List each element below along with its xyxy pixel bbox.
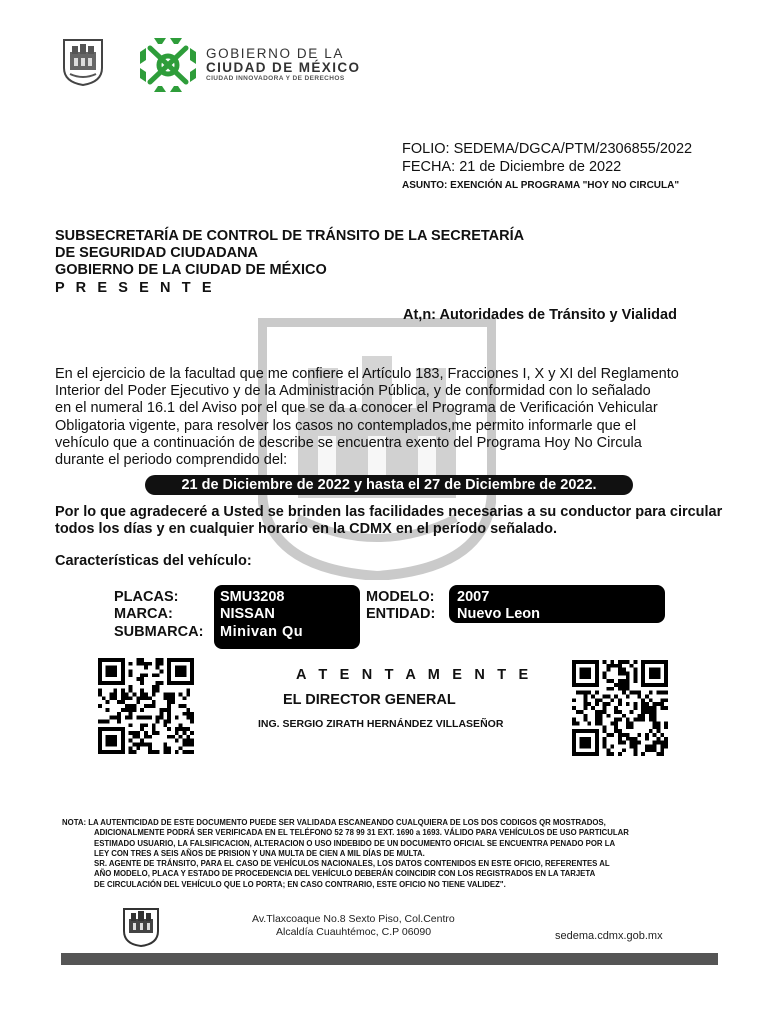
note-line: ADICIONALMENTE PODRÁ SER VERIFICADA EN EL TELÉFONO 52 78 99 31 EXT. 1690 a 1693. VÁLIDO PARA VEHÍCULOS DE USO PARTICULAR (94, 828, 629, 838)
fecha: FECHA: 21 de Diciembre de 2022 (402, 159, 622, 175)
asunto: ASUNTO: EXENCIÓN AL PROGRAMA "HOY NO CIRCULA" (402, 180, 680, 191)
folio: FOLIO: SEDEMA/DGCA/PTM/2306855/2022 (402, 141, 693, 157)
note-line: AÑO MODELO, PLACA Y ESTADO DE PROCEDENCIA DEL VEHÍCULO DEBERÁN COINCIDIR CON LOS REGISTRADOS EN LA TARJETA (94, 869, 596, 879)
note-line: SR. AGENTE DE TRÁNSITO, PARA EL CASO DE VEHÍCULOS NACIONALES, LOS DATOS CONTENIDOS EN ESTE OFICIO, REFERENTES AL (94, 859, 610, 869)
cdmx-logo-icon (136, 34, 200, 96)
vehicle-characteristics-heading: Características del vehículo: (55, 553, 252, 569)
footer-website[interactable]: sedema.cdmx.gob.mx (555, 930, 663, 942)
addressee-line3: GOBIERNO DE LA CIUDAD DE MÉXICO (55, 262, 327, 278)
footer-address-line2: Alcaldía Cuauhtémoc, C.P 06090 (276, 926, 432, 938)
director-name: ING. SERGIO ZIRATH HERNÁNDEZ VILLASEÑOR (258, 718, 504, 730)
government-name-line2: CIUDAD DE MÉXICO (206, 60, 361, 75)
note-line: ESTIMADO USUARIO, LA FALSIFICACION, ALTERACION O USO INDEBIDO DE UN DOCUMENTO OFICIAL SE ENCUENTRA PENADO POR LA (94, 838, 616, 848)
note-line: DE CIRCULACIÓN DEL VEHÍCULO QUE LO PORTA; EN CASO CONTRARIO, ESTE OFICIO NO TIENE VALIDEZ". (94, 879, 506, 889)
footer-shield-logo (122, 907, 160, 947)
entidad-label: ENTIDAD: (366, 606, 436, 622)
placas-value: SMU3208 (220, 589, 285, 605)
exemption-period-banner: 21 de Diciembre de 2022 y hasta el 27 de Diciembre de 2022. (145, 475, 633, 495)
modelo-value: 2007 (457, 589, 490, 605)
modelo-label: MODELO: (366, 589, 435, 605)
entidad-value: Nuevo Leon (457, 606, 540, 622)
addressee-line2: DE SEGURIDAD CIUDADANA (55, 245, 259, 261)
note-line: NOTA: LA AUTENTICIDAD DE ESTE DOCUMENTO PUEDE SER VALIDADA ESCANEANDO CUALQUIERA DE LOS DOS CODIGOS QR MOSTRADOS, (62, 818, 606, 827)
body-paragraph (55, 366, 725, 469)
qr-code-left[interactable] (96, 658, 196, 754)
body-line: vehículo que a continuación de describe se encuentra exento del Programa Hoy No Circula (55, 434, 642, 451)
government-name-line1: GOBIERNO DE LA (206, 46, 344, 61)
marca-label: MARCA: (114, 606, 173, 622)
body-line: En el ejercicio de la facultad que me confiere el Artículo 183, Fracciones I, X y XI del Reglamento (55, 366, 679, 382)
attention-line: At,n: Autoridades de Tránsito y Vialidad (403, 307, 677, 323)
placas-label: PLACAS: (114, 589, 179, 605)
marca-value: NISSAN (220, 606, 275, 622)
qr-code-right[interactable] (570, 660, 670, 756)
atentamente: A T E N T A M E N T E (296, 667, 533, 683)
city-shield-logo (62, 38, 104, 86)
footer-bar (61, 953, 718, 965)
addressee-line1: SUBSECRETARÍA DE CONTROL DE TRÁNSITO DE LA SECRETARÍA (55, 228, 525, 244)
director-title: EL DIRECTOR GENERAL (283, 692, 456, 708)
legal-note (62, 818, 732, 890)
note-line: LEY CON TRES A SEIS AÑOS DE PRISION Y UNA MULTA DE CIEN A MIL DÍAS DE MULTA. (94, 848, 425, 858)
submarca-value: Minivan Qu (220, 624, 304, 640)
thanks-paragraph: Por lo que agradeceré a Usted se brinden las facilidades necesarias a su conductor para circular todos los días y en cualquier horario en la CDMX en el período señalado. (55, 504, 723, 537)
submarca-label: SUBMARCA: (114, 624, 204, 640)
footer-address-line1: Av.Tlaxcoaque No.8 Sexto Piso, Col.Centro (252, 913, 455, 925)
body-line: Interior del Poder Ejecutivo y de la Administración Pública, y de conformidad con lo señalado (55, 383, 651, 400)
body-line: Obligatoria vigente, para resolver los casos no contemplados,me permito informarle que el (55, 417, 637, 434)
body-line: en el numeral 16.1 del Aviso por el que se da a conocer el Programa de Verificación Vehicular (55, 400, 658, 417)
addressee-presente: P R E S E N T E (55, 280, 216, 296)
government-tagline: CIUDAD INNOVADORA Y DE DERECHOS (206, 75, 345, 82)
body-line: durante el periodo comprendido del: (55, 452, 288, 469)
